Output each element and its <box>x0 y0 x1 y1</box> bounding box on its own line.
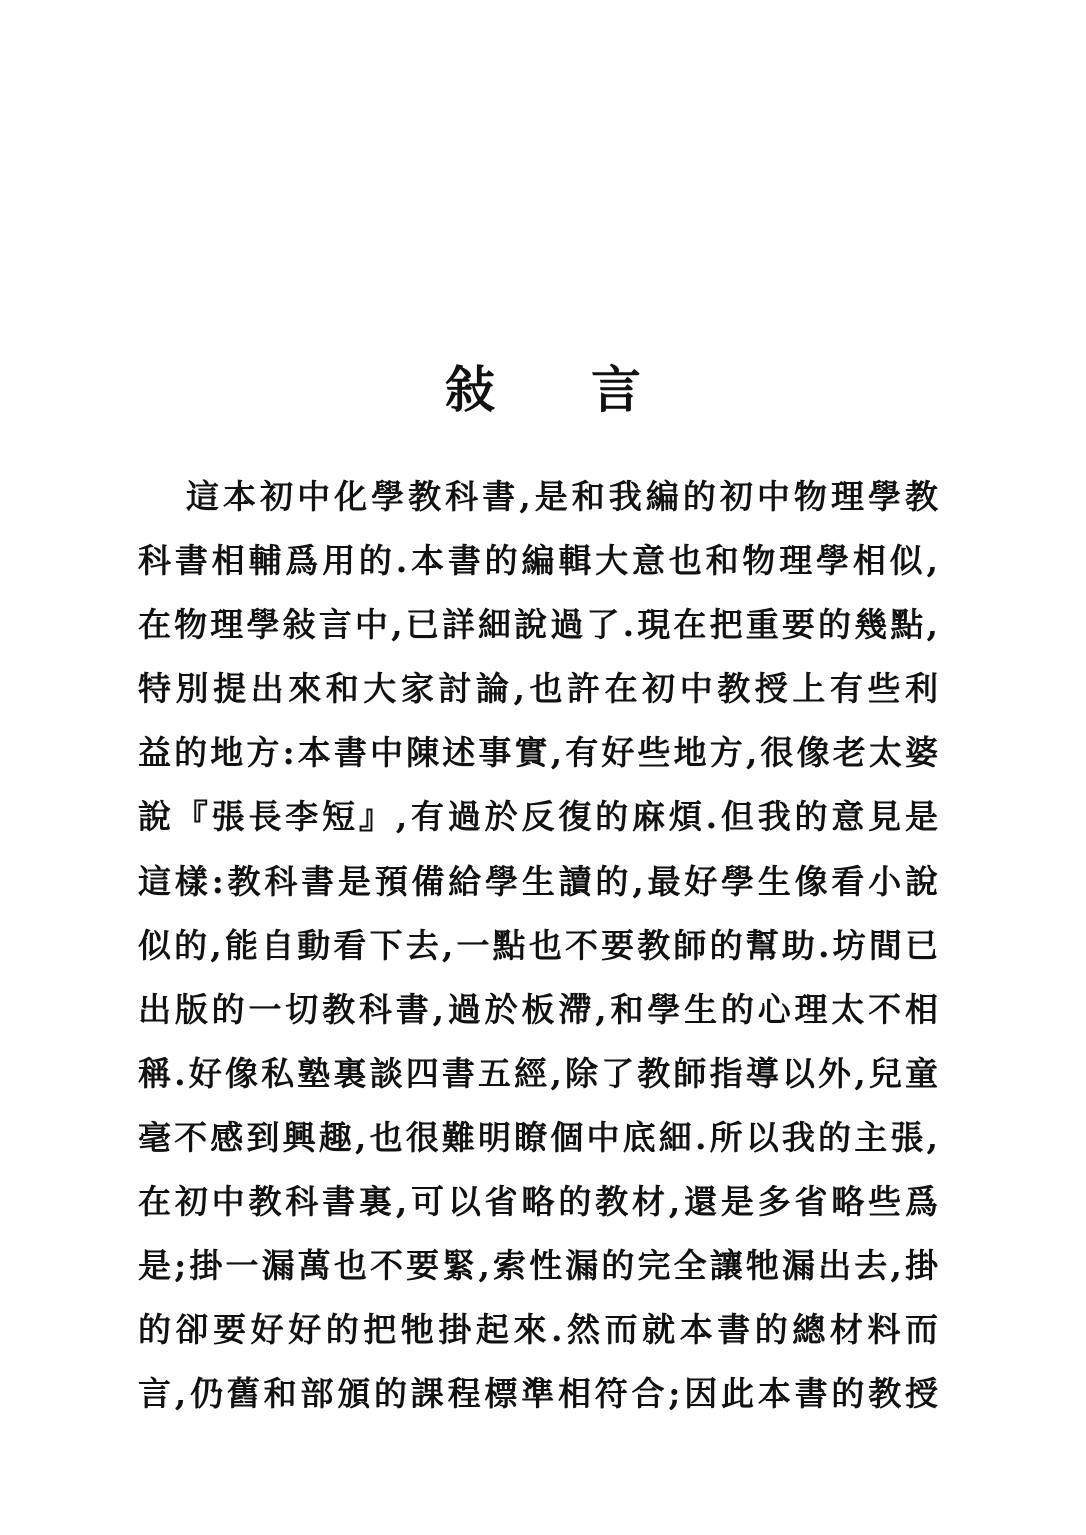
text-line: 是;掛一漏萬也不要緊,索性漏的完全讓牠漏出去,掛 <box>138 1246 938 1286</box>
text-line: 在物理學敍言中,已詳細說過了.現在把重要的幾點, <box>138 605 938 645</box>
text-line: 毫不感到興趣,也很難明瞭個中底細.所以我的主張, <box>138 1117 938 1157</box>
text-line: 這樣:教科書是預備給學生讀的,最好學生像看小說 <box>138 861 938 901</box>
text-line: 益的地方:本書中陳述事實,有好些地方,很像老太婆 <box>138 733 938 773</box>
text-line: 稱.好像私塾裏談四書五經,除了教師指導以外,兒童 <box>138 1053 938 1093</box>
preface-paragraph <box>138 474 938 1435</box>
text-line: 科書相輔爲用的.本書的編輯大意也和物理學相似, <box>138 541 938 581</box>
text-line: 的卻要好好的把牠掛起來.然而就本書的總材料而 <box>138 1310 938 1350</box>
text-line: 特別提出來和大家討論,也許在初中教授上有些利 <box>138 669 938 709</box>
title-char: 言 <box>591 360 641 419</box>
text-line: 出版的一切教科書,過於板滯,和學生的心理太不相 <box>138 989 938 1029</box>
title-char: 敍 <box>445 360 495 419</box>
text-line: 這本初中化學教科書,是和我編的初中物理學教 <box>186 477 938 516</box>
page-title <box>0 350 1086 422</box>
text-line: 說『張長李短』,有過於反復的麻煩.但我的意見是 <box>138 797 938 837</box>
text-line: 言,仍舊和部頒的課程標準相符合;因此本書的教授 <box>138 1374 938 1414</box>
text-line: 在初中教科書裏,可以省略的教材,還是多省略些爲 <box>138 1182 938 1222</box>
text-line: 似的,能自動看下去,一點也不要教師的幫助.坊間已 <box>138 925 938 965</box>
